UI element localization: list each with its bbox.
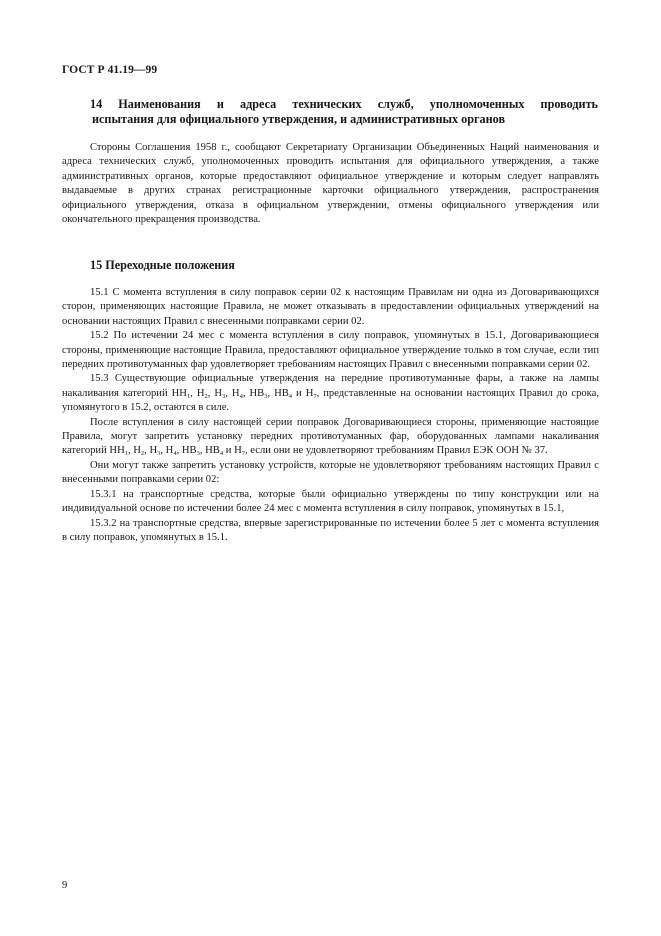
lamp-category-subscript: 4 [219,450,224,458]
lamp-category-separator: , [225,387,232,399]
paragraph-15-3-2: 15.3.2 на транспортные средства, впервые зарегистрированные по истечении более 5 лет с момента вступления в силу поправок, упомянутых в 15.1. [62,517,599,543]
lamp-category [274,388,306,399]
paragraph-15-3-1: 15.3.1 на транспортные средства, которые были официально утверждены по типу конструкции или на индивидуальной основе по истечении более 24 мес с момента вступления в силу поправок, упомянутых в 15.1, [62,488,599,515]
lamp-categories-list-1 [179,388,316,399]
section-14-heading-line2: испытания для официального утверждения, и административных органов [92,112,506,126]
lamp-category-subscript: 4 [288,392,293,400]
lamp-category-base: H [179,387,187,399]
lamp-category-separator: , [144,445,150,457]
lamp-category-subscript: 2 [140,450,145,458]
section-14-paragraph: Стороны Соглашения 1958 г., сообщают Секретариату Организации Объединенных Наций наименования и адреса технических служб, уполномоченных проводить испытания для официального утверждения, а также административных органов, которые предоставляют официальное утверждение и которым следует направлять выдаваемые в других странах регистрационные карточки официального утверждения, распространения официального утверждения, отказа в официальном утверждении, отмены официального утверждения или окончательного прекращения производства. [62,142,599,226]
lamp-category-subscript: 1 [124,450,128,458]
lamp-category [234,445,245,456]
document-code-header: ГОСТ Р 41.19—99 [62,64,158,76]
lamp-category-base: HB [274,387,289,399]
page-number: 9 [62,880,68,891]
lamp-category-separator: , [160,445,166,457]
paragraph-may-also-prohibit: Они могут также запретить установку устройств, которые не удовлетворяют требованиям настоящих Правил с внесенными поправками серии 02: [62,459,599,486]
lamp-category [205,445,234,456]
paragraph-15-1: 15.1 С момента вступления в силу поправок серии 02 к настоящим Правилам ни одна из Договаривающихся сторон, применяющих настоящие Правила, не может отказывать в предоставлении официальных утверждений на основании настоящих Правил с внесенными поправками серии 02. [62,287,599,327]
lamp-category-base: H [149,445,158,457]
paragraph-15-3 [62,372,599,415]
section-14-heading [90,97,598,127]
lamp-category-separator: , [176,445,182,457]
paragraph-15-2: 15.2 По истечении 24 мес с момента вступления в силу поправок, упомянутых в 15.1, Договаривающиеся стороны, применяющие настоящие Правила, предоставляют официальное утверждение только в том случае, если тип передних противотуманных фар удовлетворяет требованиям настоящих Правил с внесенными поправками серии 02. [62,330,599,371]
lamp-category-base: H [234,445,242,457]
lamp-category-separator: и [223,445,235,457]
paragraph-after-entry-into-force [62,416,599,459]
lamp-category-base: H [305,387,314,399]
lamp-category [249,388,274,399]
lamp-category-subscript: 3 [222,392,226,400]
lamp-category-subscript: 4 [239,392,243,400]
lamp-category [232,388,250,399]
lamp-category-subscript: 3 [264,392,268,400]
paragraph-after-end: , если они не удовлетворяют требованиям Правил ЕЭК ООН № 37. [244,445,548,457]
lamp-category-separator: , [242,387,250,399]
lamp-category-base: H [231,387,240,399]
lamp-category [117,445,133,456]
lamp-categories-list-2 [117,445,245,456]
lamp-category [149,445,165,456]
section-15-heading: 15 Переходные положения [90,258,235,272]
lamp-category-base: H [214,387,223,399]
lamp-category [197,388,215,399]
lamp-category-subscript: 7 [241,450,245,458]
lamp-category [306,388,317,399]
lamp-category-base: HB [181,445,197,457]
lamp-category [214,388,232,399]
lamp-category-base: HB [205,445,220,457]
lamp-category-separator: , [190,387,197,399]
lamp-category-subscript: 3 [196,450,200,458]
paragraph-15-3-end: , представленные на основании настоящих Правил до срока, упомянутого в 15.2, остаются в силе. [62,387,600,414]
lamp-category-subscript: 4 [173,450,177,458]
lamp-category-subscript: 1 [186,392,191,400]
paragraph-after-start: После вступления в силу настоящей серии поправок Договаривающиеся стороны, применяющие настоящие Правила, могут запретить установку передних противотуманных фар, оборудованных лампами накаливания категорий H [62,416,599,457]
lamp-category-separator: , [199,445,206,457]
lamp-category-base: HB [249,387,265,399]
lamp-category-base: H [196,387,205,399]
lamp-category [133,445,149,456]
lamp-category [182,445,205,456]
lamp-category-subscript: 2 [204,392,208,400]
lamp-category-base: H [133,445,141,457]
lamp-category-separator: и [292,387,306,399]
paragraph-15-3-start: 15.3 Существующие официальные утверждения на передние противотуманные фары, а также на лампы накаливания категорий H [62,373,599,399]
lamp-category [166,445,182,456]
lamp-category-base: H [117,445,125,457]
lamp-category-subscript: 7 [313,392,317,400]
lamp-category-separator: , [127,445,134,457]
lamp-category-base: H [165,445,174,457]
lamp-category-separator: , [207,387,215,399]
section-15-body [62,286,599,545]
lamp-category [179,388,197,399]
section-14-heading-line1: 14 Наименования и адреса технических служб, уполномоченных проводить [90,97,598,111]
section-14-body [62,141,599,227]
lamp-category-subscript: 3 [157,450,161,458]
lamp-category-separator: , [267,387,275,399]
